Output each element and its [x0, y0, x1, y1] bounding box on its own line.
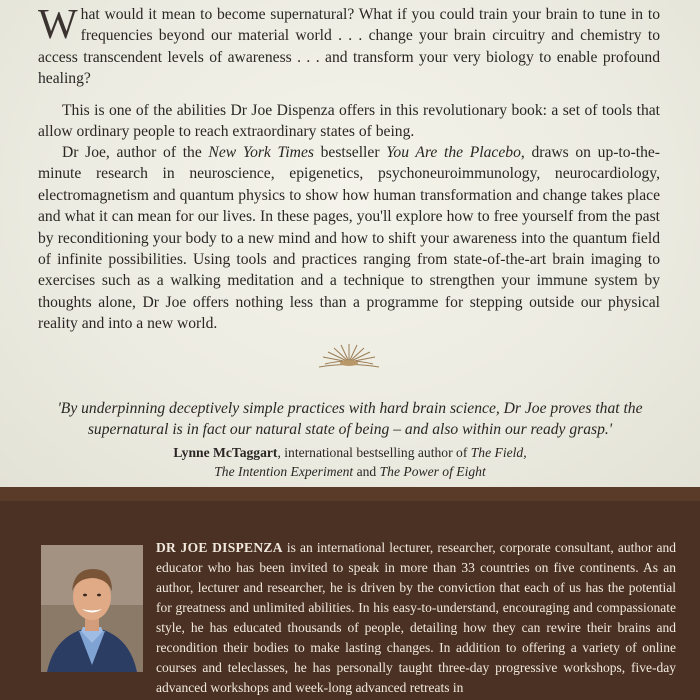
author-photo	[41, 545, 143, 672]
previous-book-title: You Are the Placebo	[386, 144, 521, 161]
intro-paragraph	[38, 4, 660, 90]
endorser-description: , international bestselling author of	[277, 445, 471, 460]
endorser-book-1: The Field,	[470, 445, 527, 460]
abilities-paragraph: This is one of the abilities Dr Joe Dispenza offers in this revolutionary book: a set of tools that allow ordinary people to reach extraordinary states of being.	[38, 102, 660, 141]
author-name: DR JOE DISPENZA	[156, 540, 283, 555]
publication-title: New York Times	[208, 144, 314, 161]
endorsement-attribution	[20, 443, 680, 481]
endorser-book-3: The Power of Eight	[379, 464, 486, 479]
endorser-conjunction: and	[353, 464, 380, 479]
research-paragraph	[38, 142, 660, 335]
endorser-name: Lynne McTaggart	[173, 445, 278, 460]
author-bio	[156, 538, 676, 698]
research-mid: bestseller	[313, 144, 387, 161]
drop-cap: W	[38, 2, 78, 48]
endorser-book-2: The Intention Experiment	[214, 464, 354, 479]
research-rest: , draws on up-to-the-minute research in neuroscience, epigenetics, psychoneuroimmunology, neurocardiology, electromagnetism and quantum physics to show how human transformation and change takes place and what it can mean for our lives. In these pages, you'll explore how to free yourself from the past by reconditioning your body to a new mind and how to shift your awareness into the quantum field of infinite possibilities. Using tools and practices ranging from state-of-the-art brain imaging to exercises such as a walking meditation and a technique to strengthen your immune system by thoughts alone, Dr Joe offers nothing less than a programme for stepping outside our physical reality and into a new world.	[38, 144, 661, 333]
author-bio-text: is an international lecturer, researcher, corporate consultant, author and educator who has been invited to speak in more than 33 countries on five continents. As an author, lecturer and researcher, he is driven by the conviction that each of us has the potential for greatness and unlimited abilities. In his easy-to-understand, encouraging and compassionate style, he has educated thousands of people, detailing how they can rewire their brains and recondition their bodies to make lasting changes. In addition to offering a variety of online courses and teleclasses, he has personally taught three-day progressive workshops, five-day advanced workshops and week-long advanced retreats in	[156, 540, 676, 695]
research-lead: Dr Joe, author of the	[62, 144, 209, 161]
sunburst-ornament-icon	[315, 340, 383, 370]
endorsement-quote: 'By underpinning deceptively simple practices with hard brain science, Dr Joe proves that the supernatural is in fact our natural state of being – and also within our ready grasp.'	[57, 400, 643, 439]
intro-text: hat would it mean to become supernatural? What if you could train your brain to tune in to frequencies beyond our material world . . . change your brain circuitry and chemistry to access transcendent levels of awareness . . . and transform your very biology to enable profound healing?	[38, 6, 660, 88]
